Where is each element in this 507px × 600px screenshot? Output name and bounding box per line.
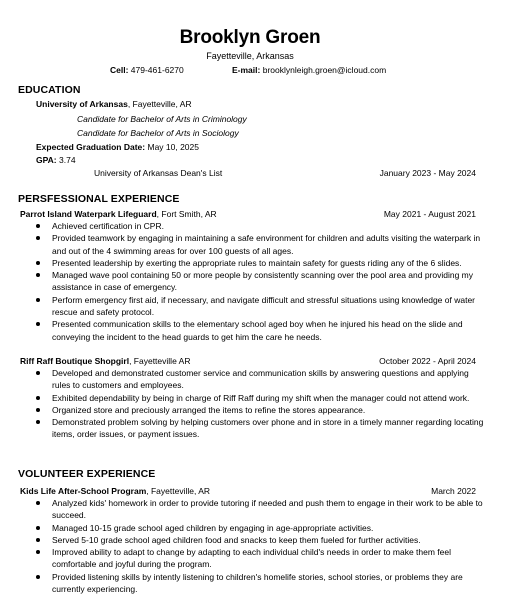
shopgirl-bullets <box>35 367 485 441</box>
job-title-lifeguard <box>20 209 217 219</box>
list-item: Exhibited dependability by being in charge of Riff Raff during my shift when the manager could not attend work. <box>35 392 485 404</box>
job-dates-shopgirl: October 2022 - April 2024 <box>379 356 476 366</box>
email-value: brooklynleigh.groen@icloud.com <box>262 65 387 75</box>
phone-value: 479-461-6270 <box>130 65 184 75</box>
gpa-line <box>36 155 76 165</box>
gpa-label: GPA: <box>36 155 57 165</box>
deans-list: University of Arkansas Dean's List <box>94 168 223 178</box>
job-role: Riff Raff Boutique Shopgirl <box>20 356 130 366</box>
list-item: Developed and demonstrated customer service and communication skills by answering questions and applying rules to customers and employees. <box>35 367 485 392</box>
degree-criminology: Candidate for Bachelor of Arts in Criminology <box>77 114 247 124</box>
volunteer-heading: VOLUNTEER EXPERIENCE <box>18 468 156 480</box>
graduation-value: May 10, 2025 <box>147 142 199 152</box>
email-label: E-mail: <box>232 65 261 75</box>
list-item: Improved ability to adapt to change by adapting to each individual child's needs in order to make them feel comfortable and joyful during the program. <box>35 546 485 571</box>
list-item: Managed wave pool containing 50 or more people by consistently scanning over the pool area and providing my assistance in case of emergency. <box>35 269 485 294</box>
list-item: Presented leadership by exerting the appropriate rules to maintain safety for guests riding any of the 6 slides. <box>35 257 485 269</box>
school-line <box>36 99 192 109</box>
list-item: Demonstrated problem solving by helping customers over phone and in store in a timely manner regarding locating items, order issues, or payment issues. <box>35 416 485 441</box>
education-heading: EDUCATION <box>18 84 81 96</box>
list-item: Provided listening skills by intently listening to children's homelife stories, school stories, or problems they are currently experiencing. <box>35 571 485 596</box>
list-item: Presented communication skills to the elementary school aged boy when he injured his head on the slide and conveying the incident to the head guards to get him the care he needs. <box>35 318 485 343</box>
list-item: Provided teamwork by engaging in maintaining a safe environment for children and adults visiting the waterpark in and out of the 4 swimming areas for over 100 guests of all ages. <box>35 232 485 257</box>
volunteer-dates: March 2022 <box>431 486 476 496</box>
volunteer-org: Kids Life After-School Program <box>20 486 147 496</box>
deans-list-dates: January 2023 - May 2024 <box>379 168 476 178</box>
job-location: , Fayetteville AR <box>129 356 191 366</box>
list-item: Perform emergency first aid, if necessary, and navigate difficult and stressful situations using knowledge of water rescue and safety protocol. <box>35 294 485 319</box>
graduation-line <box>36 142 199 152</box>
volunteer-bullets <box>35 497 485 595</box>
phone-label: Cell: <box>110 65 129 75</box>
lifeguard-bullets <box>35 220 485 343</box>
job-role: Parrot Island Waterpark Lifeguard <box>20 209 157 219</box>
volunteer-org-line <box>20 486 210 496</box>
job-dates-lifeguard: May 2021 - August 2021 <box>383 209 476 219</box>
list-item: Analyzed kids' homework in order to provide tutoring if needed and push them to engage in their work to be able to succeed. <box>35 497 485 522</box>
list-item: Achieved certification in CPR. <box>35 220 485 232</box>
phone-contact <box>110 65 184 75</box>
school-name: University of Arkansas <box>36 99 128 109</box>
degree-sociology: Candidate for Bachelor of Arts in Sociology <box>77 128 239 138</box>
list-item: Served 5-10 grade school aged children food and snacks to keep them fueled for further activities. <box>35 534 485 546</box>
job-location: , Fort Smith, AR <box>156 209 217 219</box>
graduation-label: Expected Graduation Date: <box>36 142 146 152</box>
list-item: Organized store and preciously arranged the items to refine the stores appearance. <box>35 404 485 416</box>
gpa-value: 3.74 <box>59 155 76 165</box>
volunteer-location: , Fayetteville, AR <box>146 486 211 496</box>
email-contact <box>232 65 386 75</box>
school-location: , Fayetteville, AR <box>127 99 192 109</box>
list-item: Managed 10-15 grade school aged children by engaging in age-appropriate activities. <box>35 522 485 534</box>
candidate-location: Fayetteville, Arkansas <box>206 51 294 61</box>
candidate-name: Brooklyn Groen <box>179 27 321 48</box>
professional-heading: PERSFESSIONAL EXPERIENCE <box>18 193 180 205</box>
job-title-shopgirl <box>20 356 191 366</box>
